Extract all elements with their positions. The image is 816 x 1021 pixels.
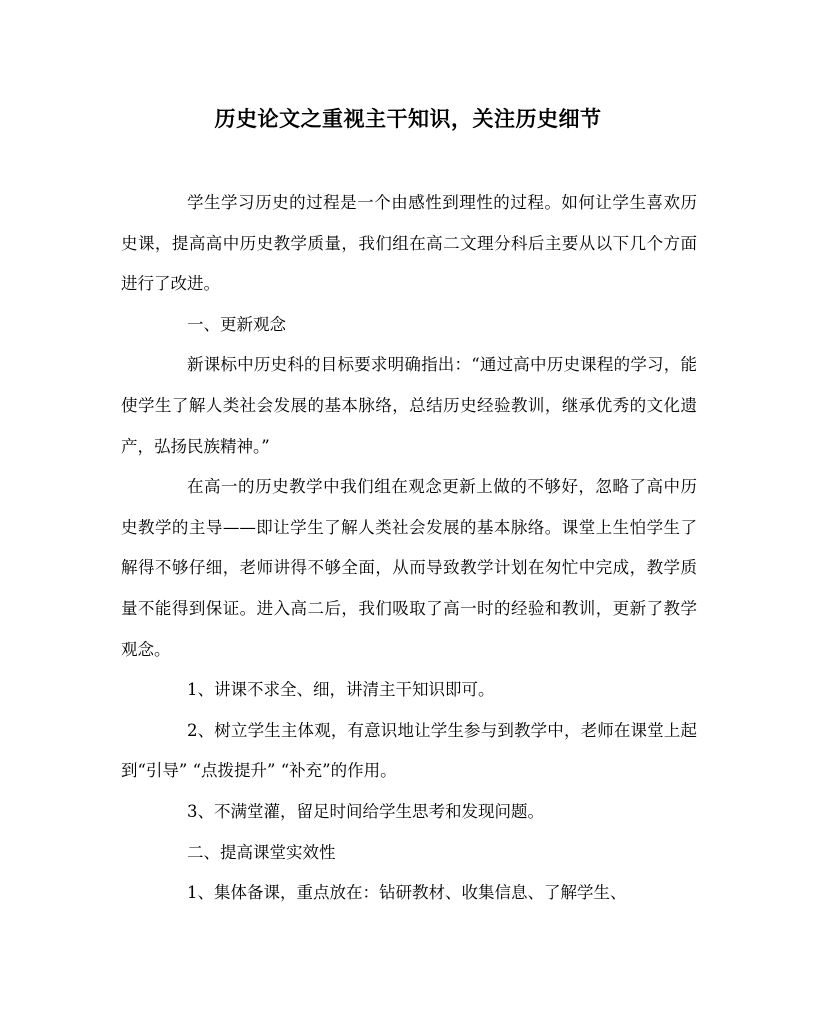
document-title: 历史论文之重视主干知识，关注历史细节 [214,106,602,131]
document-body [121,183,697,914]
list-item-3: 3、不满堂灌，留足时间给学生思考和发现问题。 [187,801,544,821]
paragraph-curriculum-goals: 新课标中历史科的目标要求明确指出：“通过高中历史课程的学习，能使学生了解人类社会发展的基本脉络，总结历史经验教训，继承优秀的文化遗产，弘扬民族精神。” [121,355,697,456]
section-heading-update-concepts: 一、更新观念 [187,314,286,334]
list-item-2: 2、树立学生主体观，有意识地让学生参与到教学中，老师在课堂上起到“引导” “点拨提升” “补充”的作用。 [121,720,697,781]
paragraph-grade-one-review: 在高一的历史教学中我们组在观念更新上做的不够好，忽略了高中历史教学的主导——即让学生了解人类社会发展的基本脉络。课堂上生怕学生了解得不够仔细，老师讲得不够全面，从而导致教学计划在匆忙中完成，教学质量不能得到保证。进入高二后，我们吸取了高一时的经验和教训，更新了教学观念。 [121,477,697,659]
section-heading-classroom-effectiveness: 二、提高课堂实效性 [187,842,336,862]
list-item-collective-preparation: 1、集体备课，重点放在：钻研教材、收集信息、了解学生、 [187,883,627,903]
list-item-1: 1、讲课不求全、细，讲清主干知识即可。 [187,680,495,700]
paragraph-intro: 学生学习历史的过程是一个由感性到理性的过程。如何让学生喜欢历史课，提高高中历史教学质量，我们组在高二文理分科后主要从以下几个方面进行了改进。 [121,193,697,294]
